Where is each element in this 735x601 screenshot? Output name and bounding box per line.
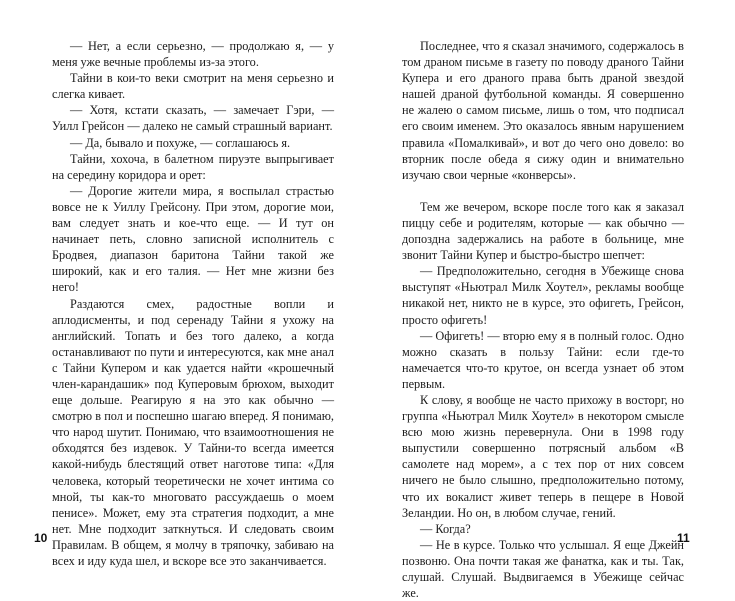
right-page-number: 11: [677, 531, 690, 545]
right-page: [402, 38, 684, 601]
left-paragraph-4: — Да, бывало и похуже, — соглашаюсь я.: [70, 135, 291, 150]
left-paragraph-1: — Нет, а если серьезно, — продолжаю я, — у меня уже вечные проблемы из-за этого.: [52, 39, 334, 70]
left-page-number: 10: [34, 531, 48, 545]
right-paragraph-1: Последнее, что я сказал значимого, содержалось в том драном письме в газету по поводу драного Тайни Купера и его драного права быть драной звездой нашей драной футбольной команды. Я совершенно не жалею о самом письме, лишь о том, что подписал его своим именем. Это оказалось явным нарушением правила «Помалкивай», и вот до чего оно довело: во вторник после обеда я сижу один и внимательно изучаю свои черные «конверсы».: [402, 39, 684, 182]
left-paragraph-6: — Дорогие жители мира, я воспылал страстью вовсе не к Уиллу Грейсону. При этом, дорогие мои, вам следует знать и кое-что еще. — И тут он начинает петь, словно записной исполнитель с Бродвея, диапазон баритона Тайни такой же широкий, как и его талия. — Нет мне жизни без него!: [52, 183, 334, 295]
right-paragraph-7: — Не в курсе. Только что услышал. Я еще Джейн позвоню. Она почти такая же фанатка, как и ты. Так, слушай. Слушай. Выдвигаемся в Убежище сейчас же.: [402, 537, 684, 601]
left-paragraph-3: — Хотя, кстати сказать, — замечает Гэри, — Уилл Грейсон — далеко не самый страшный вариант.: [52, 103, 334, 134]
right-paragraph-4: — Офигеть! — вторю ему я в полный голос. Одно можно сказать в пользу Тайни: если где-то намечается что-то крутое, он всегда узнает об этом первым.: [402, 328, 684, 391]
right-paragraph-3: — Предположительно, сегодня в Убежище снова выступят «Ньютрал Милк Хоутел», рекламы вообще никакой нет, никто не в курсе, это офигеть, Грейсон, просто офигеть!: [402, 264, 684, 327]
left-paragraph-2: Тайни в кои-то веки смотрит на меня серьезно и слегка кивает.: [52, 71, 334, 102]
right-paragraph-2: Тем же вечером, вскоре после того как я заказал пиццу себе и родителям, которые — как обычно — допоздна задержались на работе в больнице, мне звонит Тайни Купер и быстро-быстро шепчет:: [402, 199, 684, 263]
left-page: [52, 38, 334, 569]
left-paragraph-7: Раздаются смех, радостные вопли и аплодисменты, и под серенаду Тайни я ухожу на английский. Топать и без того далеко, а когда останавливают по пути и интересуются, как мне анал с Тайни Купером и как удается найти «крошечный член-карандашик» под Куперовым брюхом, выходит еще дольше. Реагирую я на это как обычно — смотрю в пол и поспешно шагаю вперед. Я понимаю, что народ шутит. Понимаю, что взаимоотношения не обходятся без издевок. У Тайни-то всегда имеется какой-нибудь блестящий ответ наготове типа: «Для человека, который теоретически не хочет интима со мной, ты как-то многовато рассуждаешь о моем пенисе». Может, ему эта стратегия подходит, а мне нет. Мне подходит заткнуться. И следовать своим Правилам. В общем, я молчу в тряпочку, забиваю на всех и иду куда шел, и вскоре все это заканчивается.: [52, 296, 334, 568]
right-paragraph-6: — Когда?: [420, 521, 471, 536]
left-paragraph-5: Тайни, хохоча, в балетном пируэте выпрыгивает на середину коридора и орет:: [52, 151, 334, 182]
right-paragraph-5: К слову, я вообще не часто прихожу в восторг, но группа «Ньютрал Милк Хоутел» в некотором смысле всю мою жизнь перевернула. Они в 1998 году выпустили совершенно потрясный альбом «В самолете над морем», а с тех пор от них совсем ничего не было слышно, предположительно потому, что их вокалист живет теперь в пещере в Новой Зеландии. Но он, в любом случае, гений.: [402, 392, 684, 520]
